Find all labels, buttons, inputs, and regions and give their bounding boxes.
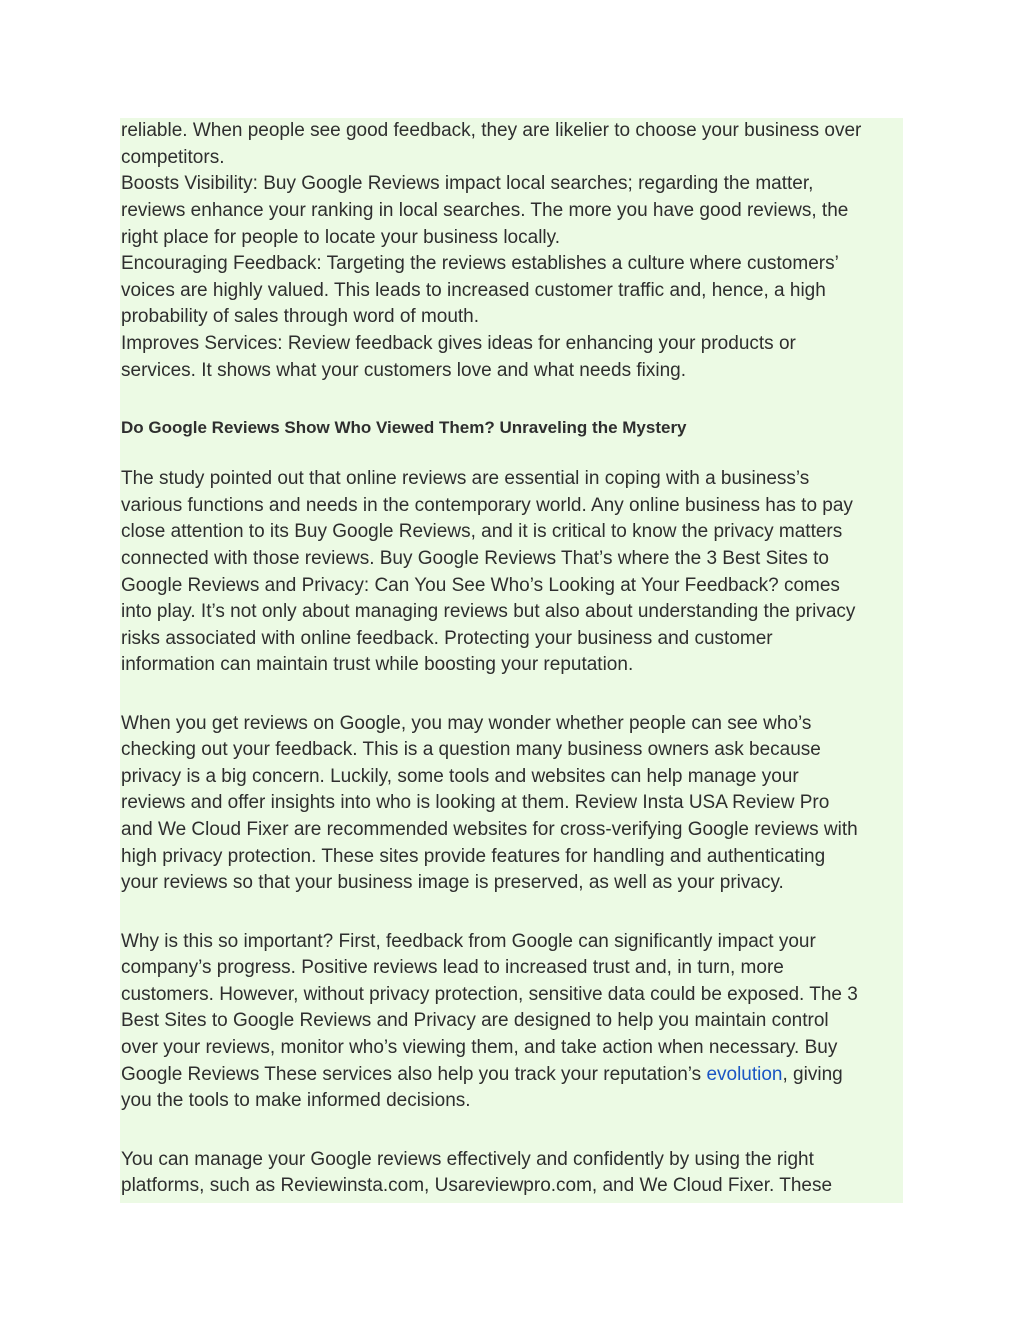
text-line: company’s progress. Positive reviews lead to increased trust and, in turn, more xyxy=(121,957,784,978)
text-line: When you get reviews on Google, you may wonder whether people can see who’s xyxy=(121,713,812,734)
text-line: The study pointed out that online reviews are essential in coping with a business’s xyxy=(121,468,810,489)
text-line: checking out your feedback. This is a question many business owners ask because xyxy=(121,739,821,760)
text-line: customers. However, without privacy protection, sensitive data could be exposed. The 3 xyxy=(121,984,858,1005)
text-line: privacy is a big concern. Luckily, some tools and websites can help manage your xyxy=(121,766,799,787)
text-line: connected with those reviews. Buy Google Reviews That’s where the 3 Best Sites to xyxy=(121,548,829,569)
text-line: Why is this so important? First, feedback from Google can significantly impact your xyxy=(121,931,816,952)
text-line: reliable. When people see good feedback, they are likelier to choose your business over xyxy=(121,120,862,141)
text-line: you the tools to make informed decisions. xyxy=(121,1090,471,1111)
text-line: reviews enhance your ranking in local searches. The more you have good reviews, the xyxy=(121,200,849,221)
text-line: platforms, such as Reviewinsta.com, Usareviewpro.com, and We Cloud Fixer. These xyxy=(121,1175,833,1196)
text-line: information can maintain trust while boosting your reputation. xyxy=(121,654,634,675)
text-line: services. It shows what your customers love and what needs fixing. xyxy=(121,360,686,381)
text-segment: Google Reviews These services also help you track your reputation’s xyxy=(121,1064,707,1085)
evolution-link[interactable]: evolution xyxy=(706,1064,783,1085)
text-line: right place for people to locate your business locally. xyxy=(121,227,561,248)
text-line: over your reviews, monitor who’s viewing them, and take action when necessary. Buy xyxy=(121,1037,838,1058)
text-line: various functions and needs in the contemporary world. Any online business has to pay xyxy=(121,495,853,516)
text-line: Best Sites to Google Reviews and Privacy are designed to help you maintain control xyxy=(121,1010,829,1031)
text-line: Boosts Visibility: Buy Google Reviews impact local searches; regarding the matter, xyxy=(121,173,814,194)
text-line: competitors. xyxy=(121,147,225,168)
text-line: risks associated with online feedback. Protecting your business and customer xyxy=(121,628,773,649)
text-line: Encouraging Feedback: Targeting the reviews establishes a culture where customers’ xyxy=(121,253,839,274)
text-line: your reviews so that your business image is preserved, as well as your privacy. xyxy=(121,872,784,893)
section-heading: Do Google Reviews Show Who Viewed Them? Unraveling the Mystery xyxy=(121,418,687,437)
text-line: Google Reviews and Privacy: Can You See Who’s Looking at Your Feedback? comes xyxy=(121,575,840,596)
text-line-with-link xyxy=(121,1062,843,1088)
text-line: into play. It’s not only about managing reviews but also about understanding the privacy xyxy=(121,601,856,622)
text-line: reviews and offer insights into who is looking at them. Review Insta USA Review Pro xyxy=(121,792,830,813)
text-line: and We Cloud Fixer are recommended websites for cross-verifying Google reviews with xyxy=(121,819,858,840)
text-line: high privacy protection. These sites provide features for handling and authenticating xyxy=(121,846,826,867)
text-line: probability of sales through word of mouth. xyxy=(121,306,480,327)
document-body xyxy=(120,118,903,1203)
text-segment: , giving xyxy=(782,1064,843,1085)
text-line: close attention to its Buy Google Reviews, and it is critical to know the privacy matters xyxy=(121,521,843,542)
text-line: You can manage your Google reviews effectively and confidently by using the right xyxy=(121,1149,814,1170)
text-line: voices are highly valued. This leads to increased customer traffic and, hence, a high xyxy=(121,280,826,301)
text-line: Improves Services: Review feedback gives ideas for enhancing your products or xyxy=(121,333,796,354)
